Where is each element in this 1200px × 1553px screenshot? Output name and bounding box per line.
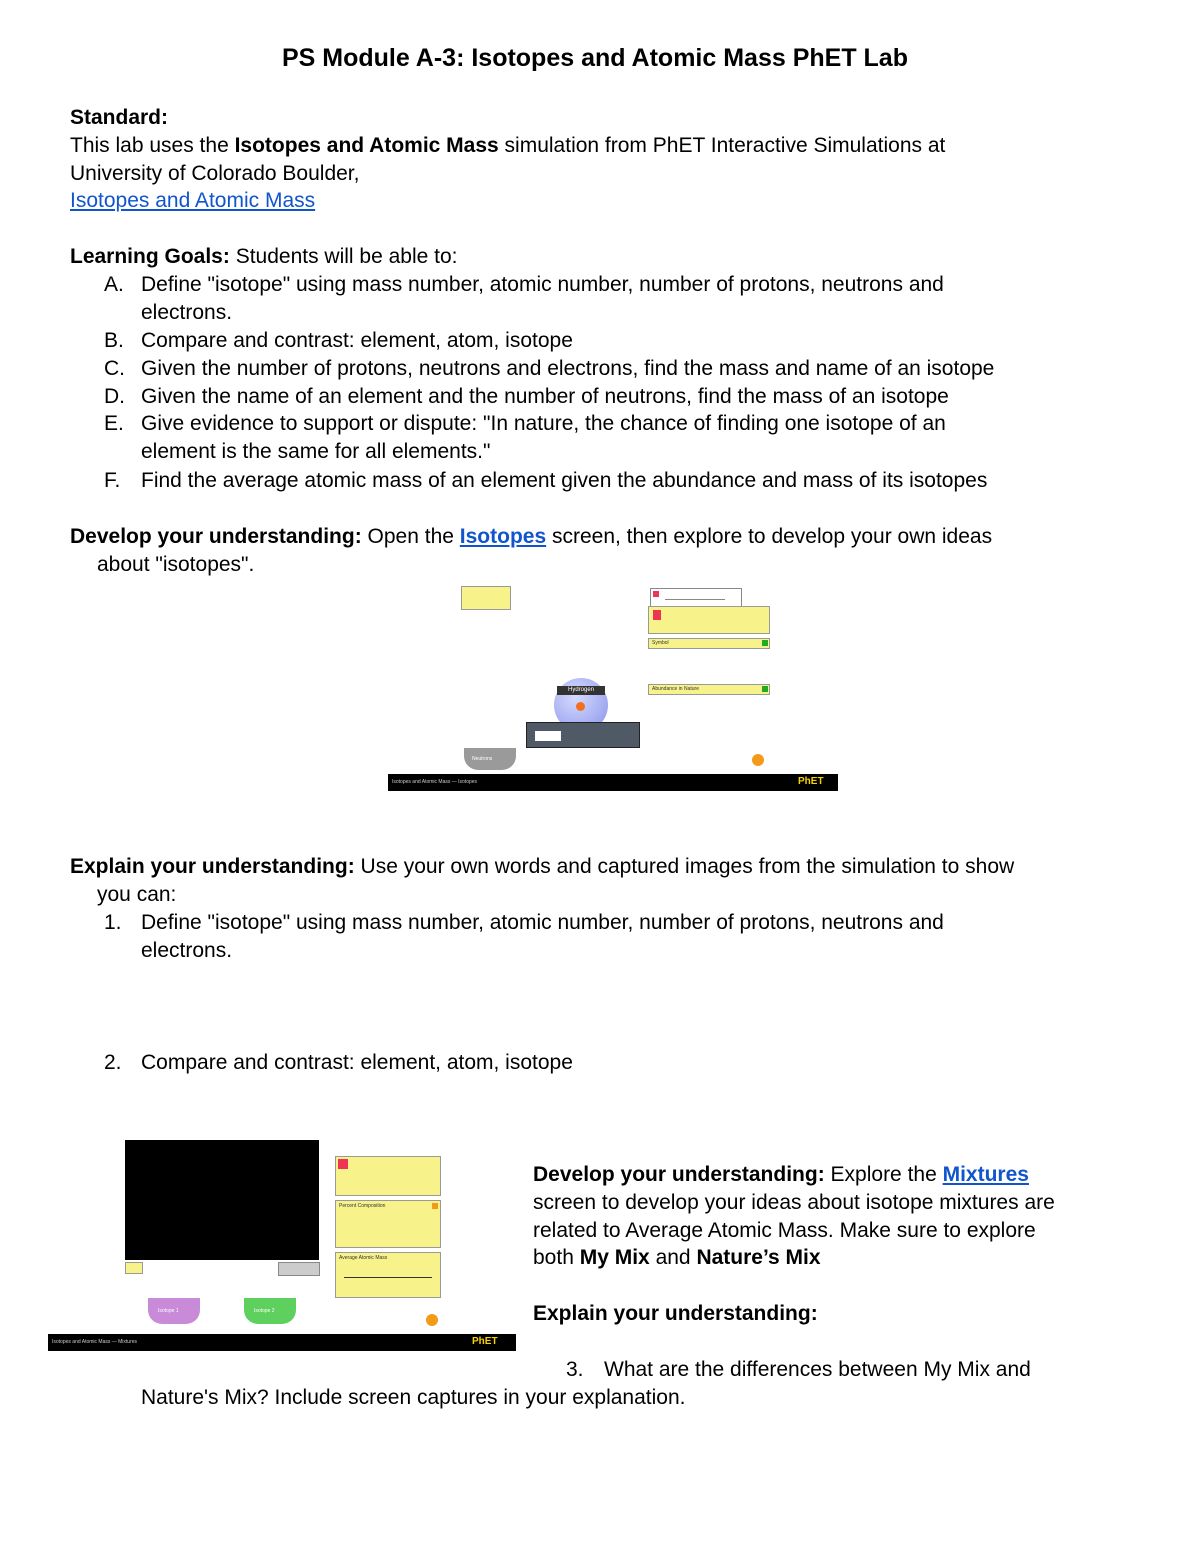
percent-composition-label: Percent Composition: [339, 1203, 386, 1209]
standard-text: [70, 132, 945, 160]
goal-c-line1: Given the number of protons, neutrons and electrons, find the mass and name of an isotope: [141, 357, 995, 380]
explain-item-3-line1: What are the differences between My Mix and: [604, 1358, 1031, 1381]
develop-isotopes: [70, 523, 992, 551]
phet-logo[interactable]: PhET: [798, 776, 824, 787]
natures-mix-term: Nature’s Mix: [696, 1246, 821, 1269]
selected-element-cell: [653, 591, 659, 597]
standard-heading: Standard:: [70, 106, 169, 129]
isotope-1-label: Isotope 1: [158, 1308, 179, 1314]
average-atomic-mass-label: Average Atomic Mass: [339, 1255, 388, 1261]
mixture-periodic-box: [335, 1156, 441, 1196]
standard-text-line2: University of Colorado Boulder,: [70, 162, 360, 185]
selected-element-cell: [338, 1159, 348, 1169]
element-tag: [653, 610, 661, 620]
symbol-box[interactable]: [648, 638, 770, 649]
develop-isotopes-post: screen, then explore to develop your own ideas: [546, 525, 993, 548]
phet-logo[interactable]: PhET: [472, 1336, 498, 1347]
goal-e-label: E.: [104, 412, 124, 435]
explain-1-line2: you can:: [97, 883, 177, 906]
mixture-area: [125, 1140, 319, 1260]
explain-1-heading: Explain your understanding:: [70, 855, 355, 878]
expand-icon[interactable]: [762, 686, 768, 692]
explain-item-1-line2: electrons.: [141, 939, 233, 962]
sim-nav-bar: [388, 774, 838, 791]
learning-goals: [70, 243, 458, 271]
explain-1: [70, 853, 1014, 881]
legend-box: [461, 586, 511, 610]
reset-icon[interactable]: [426, 1314, 438, 1326]
symbol-box-label: Symbol: [652, 640, 669, 646]
explain-1-text: Use your own words and captured images from the simulation to show: [354, 855, 1015, 878]
goal-d-label: D.: [104, 385, 125, 408]
my-mix-term: My Mix: [579, 1246, 650, 1269]
sim-nav-bar: [48, 1334, 516, 1351]
sim-link[interactable]: Isotopes and Atomic Mass: [70, 189, 316, 212]
standard-text-pre: This lab uses the: [70, 134, 235, 157]
goal-f-label: F.: [104, 469, 121, 492]
develop-mixtures-pre: Explore the: [824, 1163, 943, 1186]
line4-pre: both: [533, 1246, 580, 1269]
sim-bar-title: Isotopes and Atomic Mass — Mixtures: [52, 1339, 138, 1345]
isotope-2-label: Isotope 2: [254, 1308, 275, 1314]
develop-isotopes-line2: about "isotopes".: [97, 553, 255, 576]
collapse-icon[interactable]: [432, 1203, 438, 1209]
mass-scale-line: [344, 1277, 432, 1278]
develop-mixtures: [533, 1161, 1029, 1189]
goal-e-line1: Give evidence to support or dispute: "In nature, the chance of finding one isotope of an: [141, 412, 946, 435]
line4-mid: and: [649, 1246, 697, 1269]
scale-readout: [535, 731, 561, 741]
goal-a-line2: electrons.: [141, 301, 233, 324]
atom-label: Hydrogen: [557, 686, 605, 695]
develop-mixtures-line2: screen to develop your ideas about isotope mixtures are: [533, 1191, 1055, 1214]
mix-toggle[interactable]: [125, 1262, 143, 1274]
explain-item-3-label: 3.: [566, 1358, 584, 1381]
mixtures-screen-link[interactable]: Mixtures: [942, 1163, 1029, 1186]
learning-goals-heading: Learning Goals:: [70, 245, 230, 268]
mixtures-sim-screenshot: [48, 1138, 516, 1352]
percent-composition-box[interactable]: [335, 1200, 441, 1248]
goal-f-line1: Find the average atomic mass of an element given the abundance and mass of its isotopes: [141, 469, 988, 492]
develop-isotopes-heading: Develop your understanding:: [70, 525, 362, 548]
develop-mixtures-heading: Develop your understanding:: [533, 1163, 825, 1186]
explain-2-heading: Explain your understanding:: [533, 1302, 818, 1325]
page-title: PS Module A-3: Isotopes and Atomic Mass PhET Lab: [281, 44, 908, 72]
abundance-box[interactable]: [648, 684, 770, 695]
goal-b-label: B.: [104, 329, 124, 352]
learning-goals-intro: Students will be able to:: [229, 245, 458, 268]
goal-d-line1: Given the name of an element and the number of neutrons, find the mass of an isotope: [141, 385, 949, 408]
goal-a-line1: Define "isotope" using mass number, atomic number, number of protons, neutrons and: [141, 273, 944, 296]
develop-isotopes-pre: Open the: [361, 525, 460, 548]
goal-c-label: C.: [104, 357, 125, 380]
neutron-bucket[interactable]: [464, 748, 516, 770]
develop-mixtures-line4: [533, 1244, 821, 1272]
isotopes-screen-link[interactable]: Isotopes: [459, 525, 547, 548]
mass-number-box: [648, 606, 770, 634]
abundance-box-label: Abundance in Nature: [652, 686, 699, 692]
explain-item-2-label: 2.: [104, 1051, 122, 1074]
explain-item-2-line1: Compare and contrast: element, atom, isotope: [141, 1051, 573, 1074]
standard-sim-name: Isotopes and Atomic Mass: [234, 134, 499, 157]
goal-a-label: A.: [104, 273, 124, 296]
isotope-1-bucket[interactable]: [148, 1298, 200, 1324]
sim-bar-title: Isotopes and Atomic Mass — Isotopes: [392, 779, 478, 785]
goal-b-line1: Compare and contrast: element, atom, isotope: [141, 329, 573, 352]
develop-mixtures-line3: related to Average Atomic Mass. Make sure to explore: [533, 1219, 1036, 1242]
reset-icon[interactable]: [752, 754, 764, 766]
nucleus: [576, 702, 585, 711]
expand-icon[interactable]: [762, 640, 768, 646]
scale: [526, 722, 640, 748]
isotopes-sim-screenshot: [388, 582, 838, 792]
standard-text-post: simulation from PhET Interactive Simulations at: [498, 134, 946, 157]
goal-e-line2: element is the same for all elements.": [141, 440, 491, 463]
average-atomic-mass-box[interactable]: [335, 1252, 441, 1298]
explain-item-3-line2: Nature's Mix? Include screen captures in your explanation.: [141, 1386, 686, 1409]
explain-item-1-label: 1.: [104, 911, 122, 934]
bucket-label: Neutrons: [472, 756, 493, 762]
isotope-2-bucket[interactable]: [244, 1298, 296, 1324]
mix-selector[interactable]: [278, 1262, 320, 1276]
explain-item-1-line1: Define "isotope" using mass number, atomic number, number of protons, neutrons and: [141, 911, 944, 934]
